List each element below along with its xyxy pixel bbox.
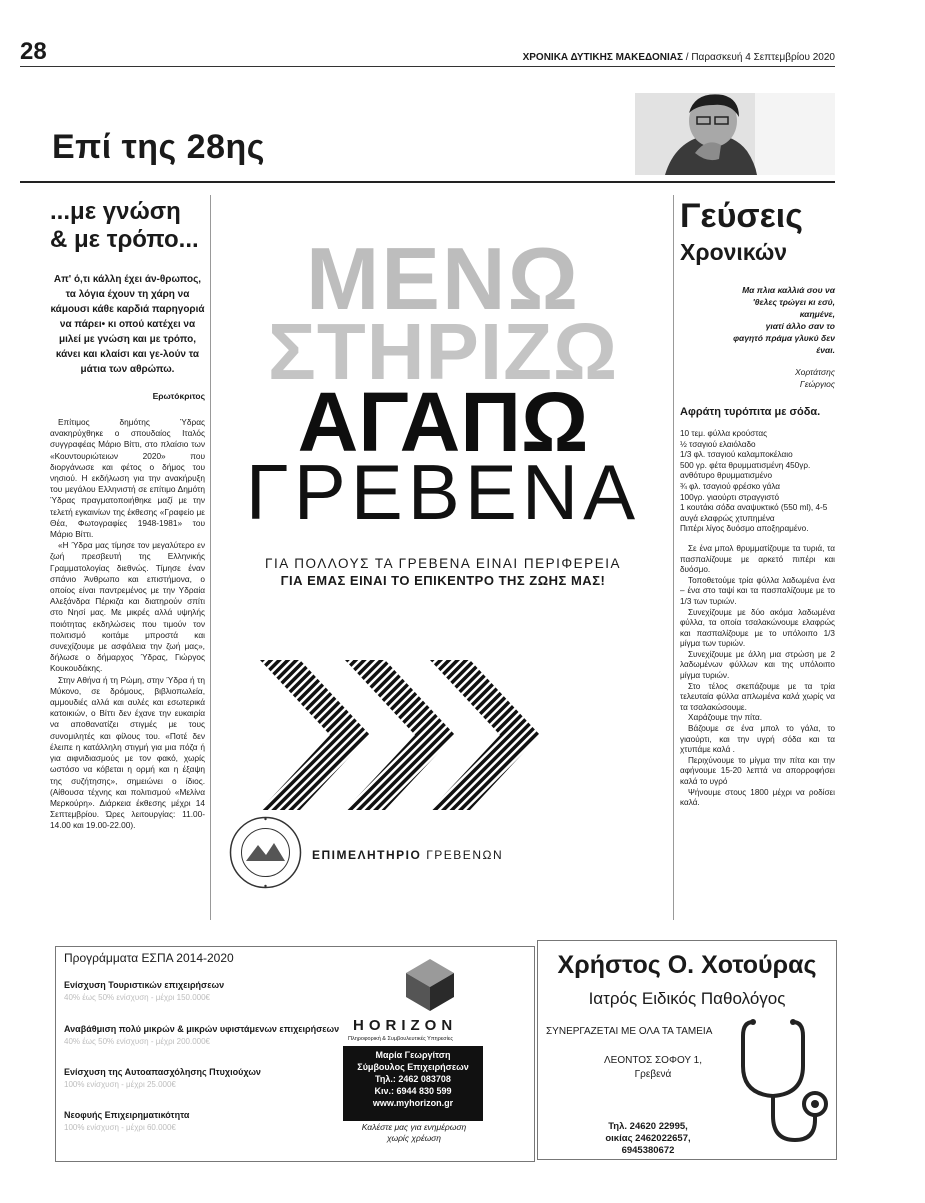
ingredient: ¾ φλ. τσαγιού φρέσκο γάλα xyxy=(680,481,781,491)
espa-program-detail: 40% έως 50% ενίσχυση - μέχρι 150.000€ xyxy=(64,993,211,1002)
recipe-step: Βάζουμε σε ένα μπολ το γάλα, το γιαούρτι, και την υγρή σόδα και τα χτυπάμε καλά . xyxy=(680,724,835,755)
chamber-name-light: ΓΡΕΒΕΝΩΝ xyxy=(426,848,504,862)
right-column xyxy=(680,198,835,809)
recipe-step: Στο τέλος σκεπάζουμε με τα τρία τελευταία φύλλα απλωμένα καλά χωρίς να τα τσαλακώσουμε. xyxy=(680,681,835,712)
doctor-phones xyxy=(568,1121,728,1157)
poem-line: έναι. xyxy=(816,345,835,355)
article-body xyxy=(50,417,205,832)
call-line2: χωρίς χρέωση xyxy=(386,1133,442,1143)
ad-slogan-1: ΓΙΑ ΠΟΛΛΟΥΣ ΤΑ ΓΡΕΒΕΝΑ ΕΙΝΑΙ ΠΕΡΙΦΕΡΕΙΑ xyxy=(265,556,621,571)
article-paragraph: «Η Ύδρα μας τίμησε τον μεγαλύτερο εν ζωή πρεσβευτή της Ελληνικής Γραμματολογίας διεθνώς. Τίμησε έναν σπάνιο Άνθρωπο και επιστήμονα, ο οποίος είναι παντρεμένος με την Υδραία Αλεξάνδρα Πέρκιζα και διατηρούν σπίτι στο Νησί μας. Με μικρές αλλά υψηλής ποιότητας εκδηλώσεις που τιμούν τον πολιτισμό κοιτάμε μπροστά και συνεχίζουμε με ασφάλεια την ζωή μας», δήλωσε ο δήμαρχος Ύδρας, Γιώργος Κουκουδάκης. xyxy=(50,540,205,674)
recipe-title: Αφράτη τυρόπιτα με σόδα. xyxy=(680,406,821,418)
contact-role: Σύμβουλος Επιχειρήσεων xyxy=(357,1062,469,1072)
doctor-title: Ιατρός Ειδικός Παθολόγος xyxy=(588,989,786,1008)
article-paragraph: Επίτιμος δημότης Ύδρας ανακηρύχθηκε ο σπουδαίος Ιταλός συγγραφέας Μάριο Βίττι, στο πλαίσιο των «Κουντουριώτειων 2020» που διοργάνωσε και φέτος ο δήμος του νησιού. Η εκδήλωση για την ανακήρυξη του μεγάλου Ελληνιστή σε επίτιμο Δημότη Ύδρας πραγματοποιήθηκε μαζί με την τελετή εγκαινίων της έκθεσης «Γραφείο με Θέα, Φωτογραφίες 1948-1981» του Μάριο Βίττι. xyxy=(50,417,205,540)
phone-home: οικίας 2462022657, xyxy=(605,1133,691,1144)
ad-line-agapo: ΑΓΑΠΩ xyxy=(297,375,589,469)
ad-chevrons-graphic xyxy=(260,660,620,810)
column-title-line1: ...με γνώση xyxy=(50,198,181,225)
call-to-action xyxy=(343,1122,485,1144)
recipe-step: Ψήνουμε στους 1800 μέχρι να ροδίσει καλά. xyxy=(680,787,835,808)
ad-line-meno: ΜΕΝΩ xyxy=(305,229,581,328)
doctor-name: Χρήστος Ο. Χοτούρας xyxy=(557,951,817,979)
contact-mobile: Κιν.: 6944 830 599 xyxy=(374,1086,452,1096)
phone-office: Τηλ. 24620 22995, xyxy=(608,1121,688,1132)
ad-slogan-2: ΓΙΑ ΕΜΑΣ ΕΙΝΑΙ ΤΟ ΕΠΙΚΕΝΤΡΟ ΤΗΣ ΖΩΗΣ ΜΑΣ! xyxy=(280,573,606,588)
ingredient: 1/3 φλ. τσαγιού καλαμποκέλαιο xyxy=(680,450,793,460)
address-line2: Γρεβενά xyxy=(634,1069,672,1080)
espa-program: Ενίσχυση Τουριστικών επιχειρήσεων xyxy=(64,980,225,990)
phone-mobile: 6945380672 xyxy=(621,1145,675,1156)
masthead-separator: / xyxy=(682,52,692,63)
espa-program: Αναβάθμιση πολύ μικρών & μικρών υφιστάμενων επιχειρήσεων xyxy=(64,1024,340,1034)
recipe-step: Περιχύνουμε το μίγμα την πίτα και την αφήνουμε 15-20 λεπτά να απορροφήσει καλά το υγρό xyxy=(680,755,835,786)
ad-line-grevena: ΓΡΕΒΕΝΑ xyxy=(245,448,641,536)
contact-website: www.myhorizon.gr xyxy=(372,1098,454,1108)
address-line1: ΛΕΟΝΤΟΣ ΣΟΦΟΥ 1, xyxy=(603,1055,703,1066)
header-rule xyxy=(20,66,835,67)
ingredient: Πιπέρι λίγος δυόσμο αποξηραμένο. xyxy=(680,524,809,534)
ingredient: 100γρ. γιαούρτι στραγγιστό xyxy=(680,492,780,502)
horizon-tagline: Πληροφορική & Συμβουλευτικές Υπηρεσίες xyxy=(348,1036,453,1042)
doctor-ad xyxy=(537,940,837,1160)
columnist-portrait xyxy=(635,93,835,175)
article-paragraph: Στην Αθήνα ή τη Ρώμη, στην Ύδρα ή τη Μύκονο, σε δρόμους, βιβλιοπωλεία, αμμουδιές αλλά και αυλές και εσωτερικά κατοικιών, ο Βίττι δεν έχανε την ευκαιρία να αποθανατίζει στιγμές με τους συνομιλητές και φίλους του. «Ποτέ δεν έλειπε η κατάλληλη στιγμή για μια πόζα ή για αιφνιδιασμούς με τον φακό, χωρίς ωστόσο να κόβεται η ορμή και η έξαψη της συζήτησης», σημειώνει ο ίδιος.(Αίθουσα τέχνης και πολιτισμού «Μελίνα Μερκούρη». Διάρκεια έκθεσης μέχρι 14 Σεπτεμβρίου. Ώρες λειτουργίας: 11.00-14.00 και 19.00-22.00). xyxy=(50,674,205,831)
espa-program: Ενίσχυση της Αυτοαπασχόλησης Πτυχιούχων xyxy=(64,1067,261,1077)
poem-line: καημένε, xyxy=(799,309,835,319)
poem-line: φαγητό πράμα γλυκύ δεν xyxy=(733,333,835,343)
page-number: 28 xyxy=(20,38,47,65)
horizon-contact-box xyxy=(343,1046,483,1121)
ad-line-stirizo: ΣΤΗΡΙΖΩ xyxy=(267,307,619,396)
poem-quote xyxy=(680,284,835,356)
ingredient: 500 γρ. φέτα θρυμματισμένη 450γρ. ανθότυρο θρυμματισμένο xyxy=(680,460,811,481)
chamber-seal-icon xyxy=(228,815,303,890)
ingredient: 10 τεμ. φύλλα κρούστας xyxy=(680,429,768,438)
column-title xyxy=(50,198,205,254)
left-column xyxy=(50,198,205,832)
opening-quote: Απ' ό,τι κάλλη έχει άν-θρωπος, τα λόγια έχουν τη χάρη να κάμουσι κάθε καρδιά παρηγοριά να πάρει• κι οπού κατέχει να μιλεί με γνώση και με τρόπο, κάνει και κλαίσι και γε-λούν τα μάτια των αθρώπω. xyxy=(50,274,205,375)
column-divider-left xyxy=(210,195,211,920)
poem-author-line: Χορτάτσης xyxy=(794,367,835,377)
chamber-name-bold: ΕΠΙΜΕΛΗΤΗΡΙΟ xyxy=(312,848,422,862)
columnist-photo xyxy=(635,93,835,175)
recipe-steps xyxy=(680,544,835,809)
recipe-section-title: Γεύσεις xyxy=(680,197,803,235)
recipe-section-subtitle: Χρονικών xyxy=(680,239,788,265)
recipe-step: Συνεχίζουμε με άλλη μια στρώση με 2 λαδωμένων φύλλων και της υπόλοιπο μίγμα τυριών. xyxy=(680,649,835,681)
call-line1: Καλέστε μας για ενημέρωση xyxy=(361,1122,467,1132)
column-divider-right xyxy=(673,195,674,920)
espa-program-detail: 100% ενίσχυση - μέχρι 25.000€ xyxy=(64,1080,176,1089)
ingredient: ½ τσαγιού ελαιόλαδο xyxy=(680,439,756,449)
ingredient: 1 κουτάκι σόδα αναψυκτικό (550 ml), 4-5 αυγά ελαφρώς χτυπημένα xyxy=(680,503,828,523)
doctor-address xyxy=(588,1054,718,1082)
newspaper-name: ΧΡΟΝΙΚΑ ΔΥΤΙΚΗΣ ΜΑΚΕΔΟΝΙΑΣ xyxy=(522,52,683,63)
ingredients-list xyxy=(680,429,835,535)
espa-program: Νεοφυής Επιχειρηματικότητα xyxy=(64,1110,190,1120)
poem-author xyxy=(680,366,835,390)
chamber-name xyxy=(312,848,503,862)
section-title: Επί της 28ης xyxy=(52,128,265,166)
poem-line: Μα πλια καλλιά σου να xyxy=(742,285,835,295)
section-rule xyxy=(20,181,835,183)
recipe-step: Σε ένα μπολ θρυμματίζουμε τα τυριά, τα πασπαλίζουμε με αρκετό πιπέρι και δυόσμο. xyxy=(680,543,835,575)
doctor-cooperation: ΣΥΝΕΡΓΑΖΕΤΑΙ ΜΕ ΟΛΑ ΤΑ ΤΑΜΕΙΑ xyxy=(546,1026,713,1037)
espa-program-detail: 40% έως 50% ενίσχυση - μέχρι 200.000€ xyxy=(64,1037,211,1046)
recipe-step: Τοποθετούμε τρία φύλλα λαδωμένα ένα – ένα στο ταψί και τα πασπαλίζουμε με το 1/3 των τυριών. xyxy=(680,575,835,606)
poem-author-line: Γεώργιος xyxy=(799,379,835,389)
poem-line: γιατί άλλο σαν το xyxy=(765,321,835,331)
contact-phone: Τηλ.: 2462 083708 xyxy=(375,1074,451,1084)
recipe-step: Χαράζουμε την πίτα. xyxy=(688,713,763,723)
horizon-logo-icon xyxy=(400,955,460,1015)
poem-line: 'θελες τρώγει κι εσύ, xyxy=(752,297,835,307)
column-title-line2: & με τρόπο... xyxy=(50,226,199,253)
contact-name: Μαρία Γεωργίτση xyxy=(375,1050,451,1060)
quote-author: Ερωτόκριτος xyxy=(152,391,205,401)
recipe-step: Συνεχίζουμε με δύο ακόμα λαδωμένα φύλλα, τα οποία τσαλακώνουμε ελαφρώς και πασπαλίζουμε με το υπόλοιπο 1/3 μίγμα των τυριών. xyxy=(680,607,835,649)
espa-program-detail: 100% ενίσχυση - μέχρι 60.000€ xyxy=(64,1123,176,1132)
issue-date: Παρασκευή 4 Σεπτεμβρίου 2020 xyxy=(691,52,835,63)
stethoscope-icon xyxy=(733,1016,833,1151)
espa-title: Προγράμματα ΕΣΠΑ 2014-2020 xyxy=(64,951,234,965)
horizon-brand: HORIZON xyxy=(353,1017,458,1034)
masthead xyxy=(523,52,835,63)
